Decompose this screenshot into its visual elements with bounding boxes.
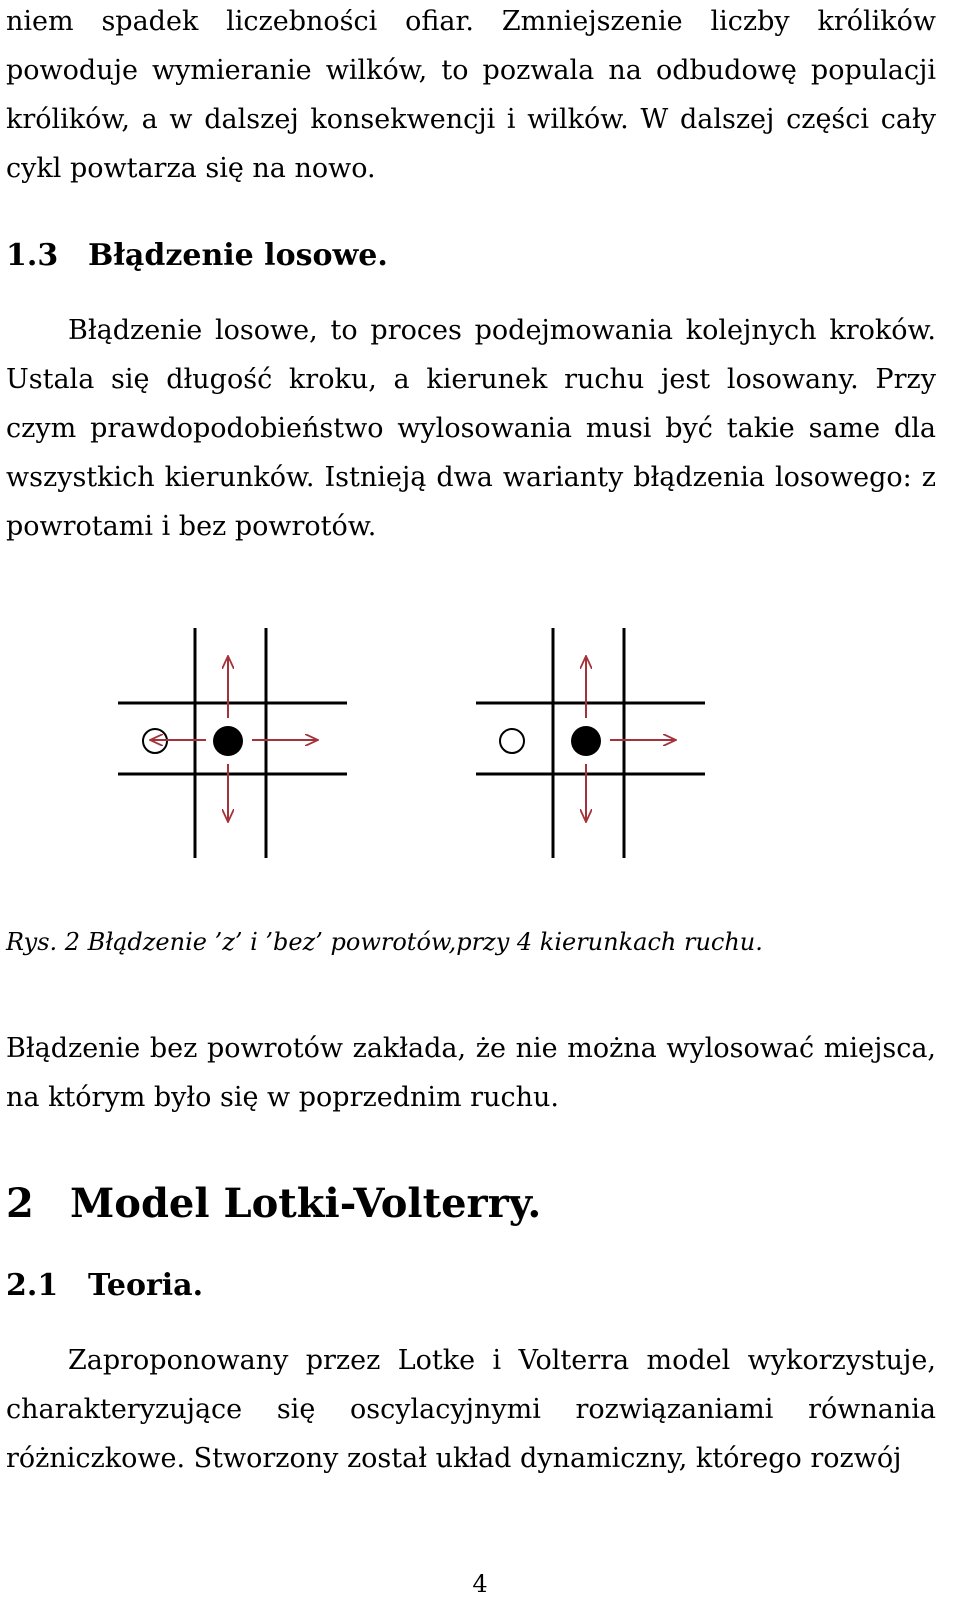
walk-with-returns-diagram: [118, 628, 347, 858]
previous-position-marker: [143, 729, 167, 753]
intro-paragraph: niem spadek liczebności ofiar. Zmniejszenie liczby królików powoduje wymieranie wilków, to pozwala na odbudowę populacji królików, a w dalszej konsekwencji i wilków. W dalszej części cały cykl powtarza się na nowo.: [6, 6, 936, 184]
section-2-title: Model Lotki-Volterry.: [70, 1180, 542, 1227]
section-1-3-heading: [6, 238, 388, 273]
section-2-number: 2: [6, 1180, 34, 1227]
section-2-1-number: 2.1: [6, 1268, 59, 1303]
current-position-marker: [571, 726, 601, 756]
figure-caption: Rys. 2 Błądzenie ’z’ i ’bez’ powrotów,przy 4 kierunkach ruchu.: [6, 928, 763, 956]
section-2-1-title: Teoria.: [88, 1268, 204, 1303]
after-figure-paragraph: Błądzenie bez powrotów zakłada, że nie można wylosować miejsca, na którym było się w poprzednim ruchu.: [6, 1033, 936, 1113]
section-1-3-number: 1.3: [6, 238, 59, 273]
section-1-3-title: Błądzenie losowe.: [88, 238, 388, 273]
section-2-1-heading: [6, 1268, 203, 1303]
page-number: 4: [472, 1570, 488, 1598]
current-position-marker: [213, 726, 243, 756]
previous-position-marker: [500, 729, 524, 753]
section-2-1-paragraph: Zaproponowany przez Lotke i Volterra model wykorzystuje, charakteryzujące się oscylacyjnymi rozwiązaniami równania różniczkowe. Stworzony został układ dynamiczny, którego rozwój: [6, 1345, 936, 1474]
section-2-heading: [6, 1180, 541, 1227]
walk-without-returns-diagram: [476, 628, 705, 858]
section-1-3-paragraph: Błądzenie losowe, to proces podejmowania kolejnych kroków. Ustala się długość kroku, a kierunek ruchu jest losowany. Przy czym prawdopodobieństwo wylosowania musi być takie same dla wszystkich kierunków. Istnieją dwa warianty błądzenia losowego: z powrotami i bez powrotów.: [6, 315, 936, 542]
